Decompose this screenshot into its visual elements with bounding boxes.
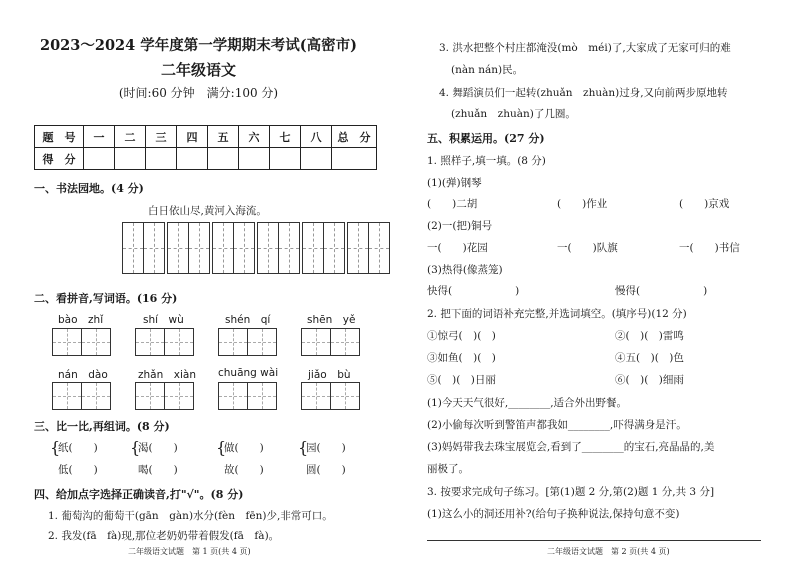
score-cell[interactable]: [115, 148, 146, 170]
answer-box[interactable]: [218, 382, 276, 410]
score-header: 一: [84, 126, 115, 148]
question-text: (nàn nán)民。: [451, 64, 524, 76]
right-page: [397, 0, 794, 561]
question-text: (zhuǎn zhuàn)了几圈。: [451, 108, 576, 120]
subquestion: 1. 照样子,填一填。(8 分): [427, 155, 546, 167]
score-header: 八: [301, 126, 332, 148]
fill-item[interactable]: ( )京戏: [679, 198, 730, 210]
brace: {: [216, 438, 227, 457]
score-cell[interactable]: [84, 148, 115, 170]
example-line: (1)(弹)钢琴: [427, 177, 482, 189]
score-header: 三: [146, 126, 177, 148]
question-text: 4. 舞蹈演员们一起转(zhuǎn zhuàn)过身,又向前两步原地转: [439, 87, 728, 99]
pinyin-label: zhǎn xiàn: [138, 369, 196, 381]
compare-word[interactable]: 园( ): [306, 442, 346, 454]
poem-line: 白日依山尽,黄河入海流。: [148, 205, 267, 217]
pinyin-label: shēn yě: [307, 314, 356, 326]
question-text: 2. 我发(fā fà)现,那位老奶奶带着假发(fā fà)。: [48, 530, 280, 542]
score-header: 四: [177, 126, 208, 148]
page-footer: 二年级语文试题 第 2 页(共 4 页): [547, 547, 670, 556]
idiom-item[interactable]: ⑥( )( )细雨: [615, 374, 684, 386]
fill-item[interactable]: ( )作业: [557, 198, 608, 210]
score-cell[interactable]: [332, 148, 377, 170]
subquestion: 2. 把下面的词语补充完整,并选词填空。(填序号)(12 分): [427, 308, 687, 320]
example-line: (3)热得(像蒸笼): [427, 264, 503, 276]
subquestion: (1)这么小的洞还用补?(给句子换种说法,保持句意不变): [427, 508, 680, 520]
brace: {: [50, 438, 61, 457]
score-header: 二: [115, 126, 146, 148]
question-text: 3. 洪水把整个村庄都淹没(mò méi)了,大家成了无家可归的难: [439, 42, 731, 54]
score-cell[interactable]: [270, 148, 301, 170]
idiom-item[interactable]: ①惊弓( )( ): [427, 330, 496, 342]
compare-word[interactable]: 故( ): [224, 464, 264, 476]
pinyin-label: shí wù: [143, 314, 184, 326]
answer-box[interactable]: [301, 382, 359, 410]
question-text: 1. 葡萄沟的葡萄干(gān gàn)水分(fèn fēn)少,非常可口。: [48, 510, 333, 522]
compare-word[interactable]: 低( ): [58, 464, 98, 476]
section-5-heading: 五、积累运用。(27 分): [427, 132, 545, 145]
exam-title: 2023～2024 学年度第一学期期末考试(高密市): [40, 37, 357, 54]
fill-sentence[interactable]: (2)小偷每次听到警笛声都我如________,吓得满身是汗。: [427, 419, 687, 431]
score-header: 六: [239, 126, 270, 148]
score-row-label: 得 分: [35, 148, 84, 170]
exam-subtitle: 二年级语文: [160, 61, 236, 79]
page-footer: 二年级语文试题 第 1 页(共 4 页): [128, 547, 251, 556]
fill-item[interactable]: ( )二胡: [427, 198, 478, 210]
idiom-item[interactable]: ②( )( )雷鸣: [615, 330, 684, 342]
score-cell[interactable]: [208, 148, 239, 170]
fill-item[interactable]: 一( )花园: [427, 242, 488, 254]
score-table: [34, 125, 377, 170]
score-cell[interactable]: [146, 148, 177, 170]
compare-word[interactable]: 圆( ): [306, 464, 346, 476]
score-header: 题 号: [35, 126, 84, 148]
section-4-heading: 四、给加点字选择正确读音,打"√"。(8 分): [34, 488, 244, 501]
fill-sentence[interactable]: (1)今天天气很好,________,适合外出野餐。: [427, 397, 628, 409]
section-1-heading: 一、书法园地。(4 分): [34, 182, 144, 195]
pinyin-label: shén qí: [225, 314, 271, 326]
compare-word[interactable]: 做( ): [224, 442, 264, 454]
score-header: 总 分: [332, 126, 377, 148]
fill-item[interactable]: 一( )队旗: [557, 242, 618, 254]
subquestion: 3. 按要求完成句子练习。[第(1)题 2 分,第(2)题 1 分,共 3 分]: [427, 486, 715, 498]
fill-item[interactable]: 慢得( ): [615, 285, 708, 297]
fill-sentence[interactable]: (3)妈妈带我去珠宝展览会,看到了________的宝石,亮晶晶的,美: [427, 441, 715, 453]
score-header: 五: [208, 126, 239, 148]
idiom-item[interactable]: ⑤( )( )日丽: [427, 374, 496, 386]
brace: {: [298, 438, 309, 457]
idiom-item[interactable]: ④五( )( )色: [615, 352, 684, 364]
writing-grid[interactable]: [122, 222, 389, 274]
pinyin-label: chuāng wài: [218, 367, 279, 379]
compare-word[interactable]: 纸( ): [58, 442, 98, 454]
brace: {: [130, 438, 141, 457]
exam-meta: (时间:60 分钟 满分:100 分): [118, 86, 279, 100]
score-cell[interactable]: [239, 148, 270, 170]
answer-box[interactable]: [135, 382, 193, 410]
idiom-item[interactable]: ③如鱼( )( ): [427, 352, 496, 364]
answer-box[interactable]: [218, 328, 276, 356]
answer-box[interactable]: [301, 328, 359, 356]
example-line: (2)一(把)铜号: [427, 220, 493, 232]
answer-box[interactable]: [52, 382, 110, 410]
fill-sentence: 丽极了。: [427, 463, 469, 475]
score-header: 七: [270, 126, 301, 148]
answer-box[interactable]: [52, 328, 110, 356]
pinyin-label: jiǎo bù: [308, 369, 351, 381]
fill-item[interactable]: 一( )书信: [679, 242, 740, 254]
pinyin-label: bào zhǐ: [58, 314, 104, 326]
fill-item[interactable]: 快得( ): [427, 285, 520, 297]
score-cell[interactable]: [177, 148, 208, 170]
compare-word[interactable]: 渴( ): [138, 442, 178, 454]
score-cell[interactable]: [301, 148, 332, 170]
section-2-heading: 二、看拼音,写词语。(16 分): [34, 292, 178, 305]
section-3-heading: 三、比一比,再组词。(8 分): [34, 420, 170, 433]
answer-line[interactable]: [427, 540, 761, 541]
compare-word[interactable]: 喝( ): [138, 464, 178, 476]
pinyin-label: nán dào: [58, 369, 108, 381]
answer-box[interactable]: [135, 328, 193, 356]
